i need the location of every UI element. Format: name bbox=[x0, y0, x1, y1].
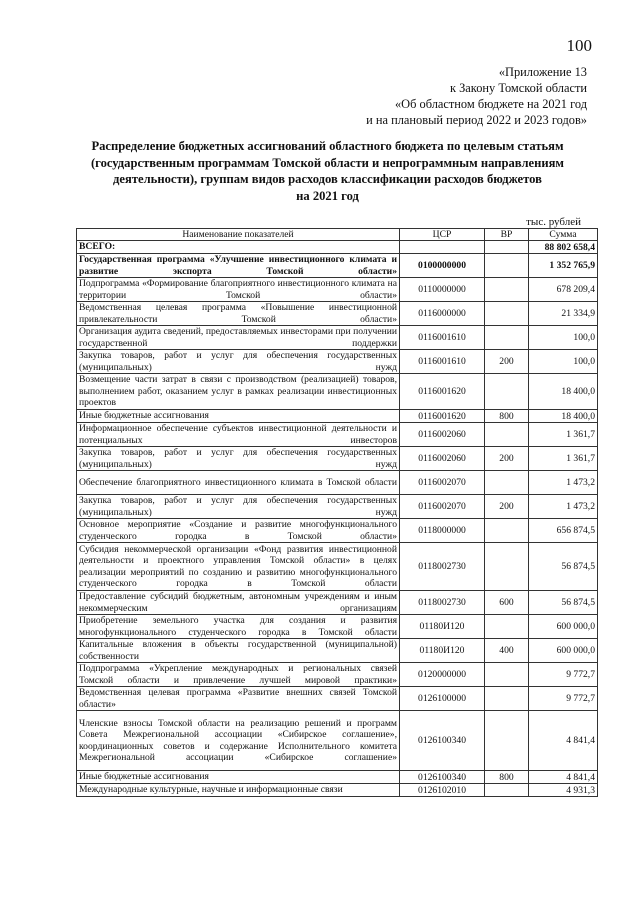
table-row bbox=[77, 784, 598, 797]
row-sum: 18 400,0 bbox=[529, 410, 598, 423]
row-name: Ведомственная целевая программа «Развитие внешних связей Томской области» bbox=[77, 687, 400, 711]
table-row bbox=[77, 495, 598, 519]
appendix-line: «Приложение 13 bbox=[498, 65, 587, 79]
row-name: Закупка товаров, работ и услуг для обеспечения государственных (муниципальных) нужд bbox=[77, 447, 400, 471]
row-csr: 0116002070 bbox=[400, 471, 485, 495]
row-sum: 656 874,5 bbox=[529, 519, 598, 543]
row-csr: 0126100340 bbox=[400, 711, 485, 771]
row-sum: 600 000,0 bbox=[529, 639, 598, 663]
table-row bbox=[77, 350, 598, 374]
table-row bbox=[77, 254, 598, 278]
row-csr: 0116000000 bbox=[400, 302, 485, 326]
row-vr bbox=[485, 374, 529, 410]
row-sum: 4 841,4 bbox=[529, 711, 598, 771]
row-vr: 800 bbox=[485, 771, 529, 784]
row-name: ВСЕГО: bbox=[77, 241, 400, 254]
table-row bbox=[77, 591, 598, 615]
table-row bbox=[77, 302, 598, 326]
table-row bbox=[77, 471, 598, 495]
row-csr: 0100000000 bbox=[400, 254, 485, 278]
table-row bbox=[77, 663, 598, 687]
row-vr bbox=[485, 471, 529, 495]
appendix-reference bbox=[366, 64, 587, 128]
row-sum: 21 334,9 bbox=[529, 302, 598, 326]
row-csr bbox=[400, 241, 485, 254]
row-name: Членские взносы Томской области на реализацию решений и программ Совета Межрегиональной ассоциации «Сибирское соглашение», координационных советов и содержание Исполнительного комитета Межрегиональной ассоциации «Сибирское соглашение» bbox=[77, 711, 400, 771]
row-vr bbox=[485, 326, 529, 350]
row-csr: 0120000000 bbox=[400, 663, 485, 687]
row-sum: 1 473,2 bbox=[529, 471, 598, 495]
row-name: Ведомственная целевая программа «Повышение инвестиционной привлекательности Томской области» bbox=[77, 302, 400, 326]
row-csr: 0118002730 bbox=[400, 543, 485, 591]
row-name: Обеспечение благоприятного инвестиционного климата в Томской области bbox=[77, 471, 400, 495]
table-row bbox=[77, 615, 598, 639]
table-header-row bbox=[77, 229, 598, 241]
title-line: Распределение бюджетных ассигнований областного бюджета по целевым статьям bbox=[91, 139, 564, 153]
row-sum: 100,0 bbox=[529, 326, 598, 350]
row-csr: 0126100340 bbox=[400, 771, 485, 784]
row-vr: 400 bbox=[485, 639, 529, 663]
row-vr bbox=[485, 615, 529, 639]
row-sum: 88 802 658,4 bbox=[529, 241, 598, 254]
row-name: Предоставление субсидий бюджетным, автономным учреждениям и иным некоммерческим организациям bbox=[77, 591, 400, 615]
row-vr bbox=[485, 241, 529, 254]
row-csr: 0116001620 bbox=[400, 410, 485, 423]
row-csr: 0116002060 bbox=[400, 423, 485, 447]
table-row bbox=[77, 543, 598, 591]
row-vr: 800 bbox=[485, 410, 529, 423]
header-vr: ВР bbox=[485, 229, 529, 241]
row-name: Субсидия некоммерческой организации «Фонд развития инвестиционной деятельности и проектного управления Томской области» в целях реализации мероприятий по созданию и развитию многофункционального студенческого городка в Томской области bbox=[77, 543, 400, 591]
row-name: Капитальные вложения в объекты государственной (муниципальной) собственности bbox=[77, 639, 400, 663]
row-name: Закупка товаров, работ и услуг для обеспечения государственных (муниципальных) нужд bbox=[77, 350, 400, 374]
row-csr: 0116002070 bbox=[400, 495, 485, 519]
table-row bbox=[77, 687, 598, 711]
row-name: Закупка товаров, работ и услуг для обеспечения государственных (муниципальных) нужд bbox=[77, 495, 400, 519]
row-csr: 0116002060 bbox=[400, 447, 485, 471]
table-row bbox=[77, 374, 598, 410]
document-title bbox=[70, 138, 585, 204]
row-csr: 01180И120 bbox=[400, 615, 485, 639]
row-name: Подпрограмма «Укрепление международных и региональных связей Томской области и привлечение лучшей мировой практики» bbox=[77, 663, 400, 687]
row-sum: 9 772,7 bbox=[529, 663, 598, 687]
table-row bbox=[77, 711, 598, 771]
row-name: Подпрограмма «Формирование благоприятного инвестиционного климата на территории Томской области» bbox=[77, 278, 400, 302]
row-sum: 1 361,7 bbox=[529, 447, 598, 471]
row-sum: 678 209,4 bbox=[529, 278, 598, 302]
row-sum: 56 874,5 bbox=[529, 543, 598, 591]
row-vr bbox=[485, 711, 529, 771]
title-line: на 2021 год bbox=[296, 188, 359, 203]
row-vr: 200 bbox=[485, 495, 529, 519]
header-sum: Сумма bbox=[529, 229, 598, 241]
row-vr bbox=[485, 687, 529, 711]
table-row bbox=[77, 326, 598, 350]
appendix-line: «Об областном бюджете на 2021 год bbox=[394, 97, 587, 111]
header-name: Наименование показателей bbox=[77, 229, 400, 241]
row-csr: 0116001610 bbox=[400, 350, 485, 374]
row-csr: 0116001620 bbox=[400, 374, 485, 410]
table-row bbox=[77, 410, 598, 423]
row-name: Возмещение части затрат в связи с производством (реализацией) товаров, выполнением работ, оказанием услуг в рамках реализации инвестиционных проектов bbox=[77, 374, 400, 410]
table-row bbox=[77, 447, 598, 471]
row-name: Информационное обеспечение субъектов инвестиционной деятельности и потенциальных инвесторов bbox=[77, 423, 400, 447]
row-name: Приобретение земельного участка для создания и развития многофункционального студенческого городка в Томской области bbox=[77, 615, 400, 639]
table-row bbox=[77, 771, 598, 784]
row-name: Иные бюджетные ассигнования bbox=[77, 410, 400, 423]
row-vr bbox=[485, 784, 529, 797]
title-line: деятельности), группам видов расходов классификации расходов бюджетов bbox=[113, 172, 542, 186]
row-vr: 600 bbox=[485, 591, 529, 615]
page-number: 100 bbox=[566, 36, 592, 55]
row-name: Организация аудита сведений, предоставляемых инвесторами при получении государственной поддержки bbox=[77, 326, 400, 350]
row-sum: 18 400,0 bbox=[529, 374, 598, 410]
row-csr: 0126100000 bbox=[400, 687, 485, 711]
appendix-line: и на плановый период 2022 и 2023 годов» bbox=[366, 113, 587, 127]
row-sum: 1 352 765,9 bbox=[529, 254, 598, 278]
row-sum: 100,0 bbox=[529, 350, 598, 374]
row-vr: 200 bbox=[485, 447, 529, 471]
budget-table bbox=[76, 228, 598, 797]
row-csr: 0118000000 bbox=[400, 519, 485, 543]
row-vr bbox=[485, 543, 529, 591]
table-row bbox=[77, 639, 598, 663]
row-vr bbox=[485, 663, 529, 687]
table-row bbox=[77, 241, 598, 254]
row-name: Международные культурные, научные и информационные связи bbox=[77, 784, 400, 797]
units-label: тыс. рублей bbox=[526, 216, 581, 228]
row-vr bbox=[485, 302, 529, 326]
row-name: Иные бюджетные ассигнования bbox=[77, 771, 400, 784]
row-vr bbox=[485, 519, 529, 543]
appendix-line: к Закону Томской области bbox=[449, 81, 587, 95]
row-vr: 200 bbox=[485, 350, 529, 374]
row-csr: 0110000000 bbox=[400, 278, 485, 302]
table-row bbox=[77, 519, 598, 543]
row-sum: 56 874,5 bbox=[529, 591, 598, 615]
row-sum: 4 931,3 bbox=[529, 784, 598, 797]
row-sum: 1 361,7 bbox=[529, 423, 598, 447]
row-sum: 9 772,7 bbox=[529, 687, 598, 711]
row-sum: 1 473,2 bbox=[529, 495, 598, 519]
row-vr bbox=[485, 254, 529, 278]
row-name: Государственная программа «Улучшение инвестиционного климата и развитие экспорта Томской области» bbox=[77, 254, 400, 278]
row-csr: 0116001610 bbox=[400, 326, 485, 350]
row-name: Основное мероприятие «Создание и развитие многофункционального студенческого городка в Томской области» bbox=[77, 519, 400, 543]
table-row bbox=[77, 278, 598, 302]
row-vr bbox=[485, 278, 529, 302]
row-sum: 600 000,0 bbox=[529, 615, 598, 639]
row-csr: 01180И120 bbox=[400, 639, 485, 663]
table-row bbox=[77, 423, 598, 447]
header-csr: ЦСР bbox=[400, 229, 485, 241]
title-line: (государственным программам Томской области и непрограммным направлениям bbox=[90, 155, 564, 170]
row-vr bbox=[485, 423, 529, 447]
row-csr: 0118002730 bbox=[400, 591, 485, 615]
row-sum: 4 841,4 bbox=[529, 771, 598, 784]
row-csr: 0126102010 bbox=[400, 784, 485, 797]
